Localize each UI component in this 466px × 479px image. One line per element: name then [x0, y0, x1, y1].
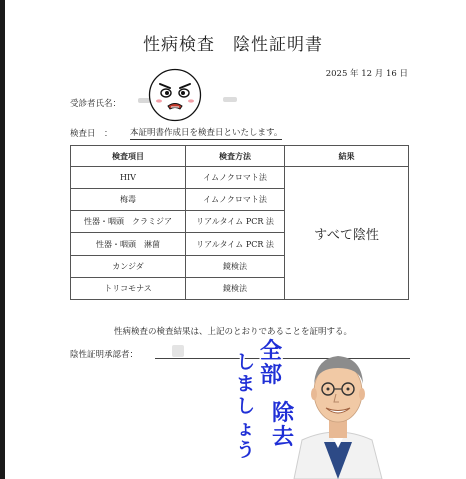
- header-test-item: 検査項目: [71, 146, 186, 167]
- certification-statement: 性病検査の検査結果は、上記のとおりであることを証明する。: [113, 327, 352, 337]
- sticker-text-bu: 部: [260, 363, 283, 388]
- exam-date-value: 本証明書作成日を検査日といたします。: [130, 128, 283, 138]
- test-item: 性器・咽頭 クラミジア: [71, 211, 186, 233]
- test-item: 梅毒: [71, 189, 186, 211]
- header-result: 結果: [285, 146, 409, 167]
- sticker-text-zen: 全: [260, 339, 283, 364]
- sticker-text-kyo: 去: [272, 425, 295, 450]
- sticker-text-u: う: [236, 439, 256, 461]
- redacted-name-mark: [223, 97, 237, 102]
- results-table: [70, 145, 409, 300]
- document-title: 性病検査 陰性証明書: [143, 35, 323, 55]
- exam-date-label: 検査日 ：: [70, 129, 113, 139]
- test-method: リアルタイム PCR 法: [186, 233, 285, 255]
- doctor-sticker: [232, 332, 422, 479]
- test-method: 鏡検法: [186, 255, 285, 277]
- test-method: 鏡検法: [186, 277, 285, 299]
- approver-label: 陰性証明承認者：: [70, 350, 139, 360]
- test-method: イムノクロマト法: [186, 167, 285, 189]
- doctor-illustration: [294, 356, 382, 479]
- sticker-text-shi: し: [236, 351, 256, 373]
- test-item: 性器・咽頭 淋菌: [71, 233, 186, 255]
- test-method: イムノクロマト法: [186, 189, 285, 211]
- sticker-text-yo: ょ: [236, 417, 256, 439]
- result-value: すべて陰性: [285, 167, 409, 300]
- angry-face-icon: [148, 68, 202, 122]
- test-item: HIV: [71, 167, 186, 189]
- header-test-method: 検査方法: [186, 146, 285, 167]
- issue-date: 2025 年 12 月 16 日: [325, 69, 408, 79]
- test-item: カンジダ: [71, 255, 186, 277]
- test-method: リアルタイム PCR 法: [186, 211, 285, 233]
- sticker-text-shi2: し: [236, 395, 256, 417]
- test-item: トリコモナス: [71, 277, 186, 299]
- sticker-text-ma: ま: [236, 373, 256, 395]
- patient-name-label: 受診者氏名：: [70, 99, 122, 109]
- sticker-text: [236, 338, 295, 461]
- sticker-text-jo: 除: [272, 401, 295, 426]
- redacted-approver-mark: [172, 345, 184, 357]
